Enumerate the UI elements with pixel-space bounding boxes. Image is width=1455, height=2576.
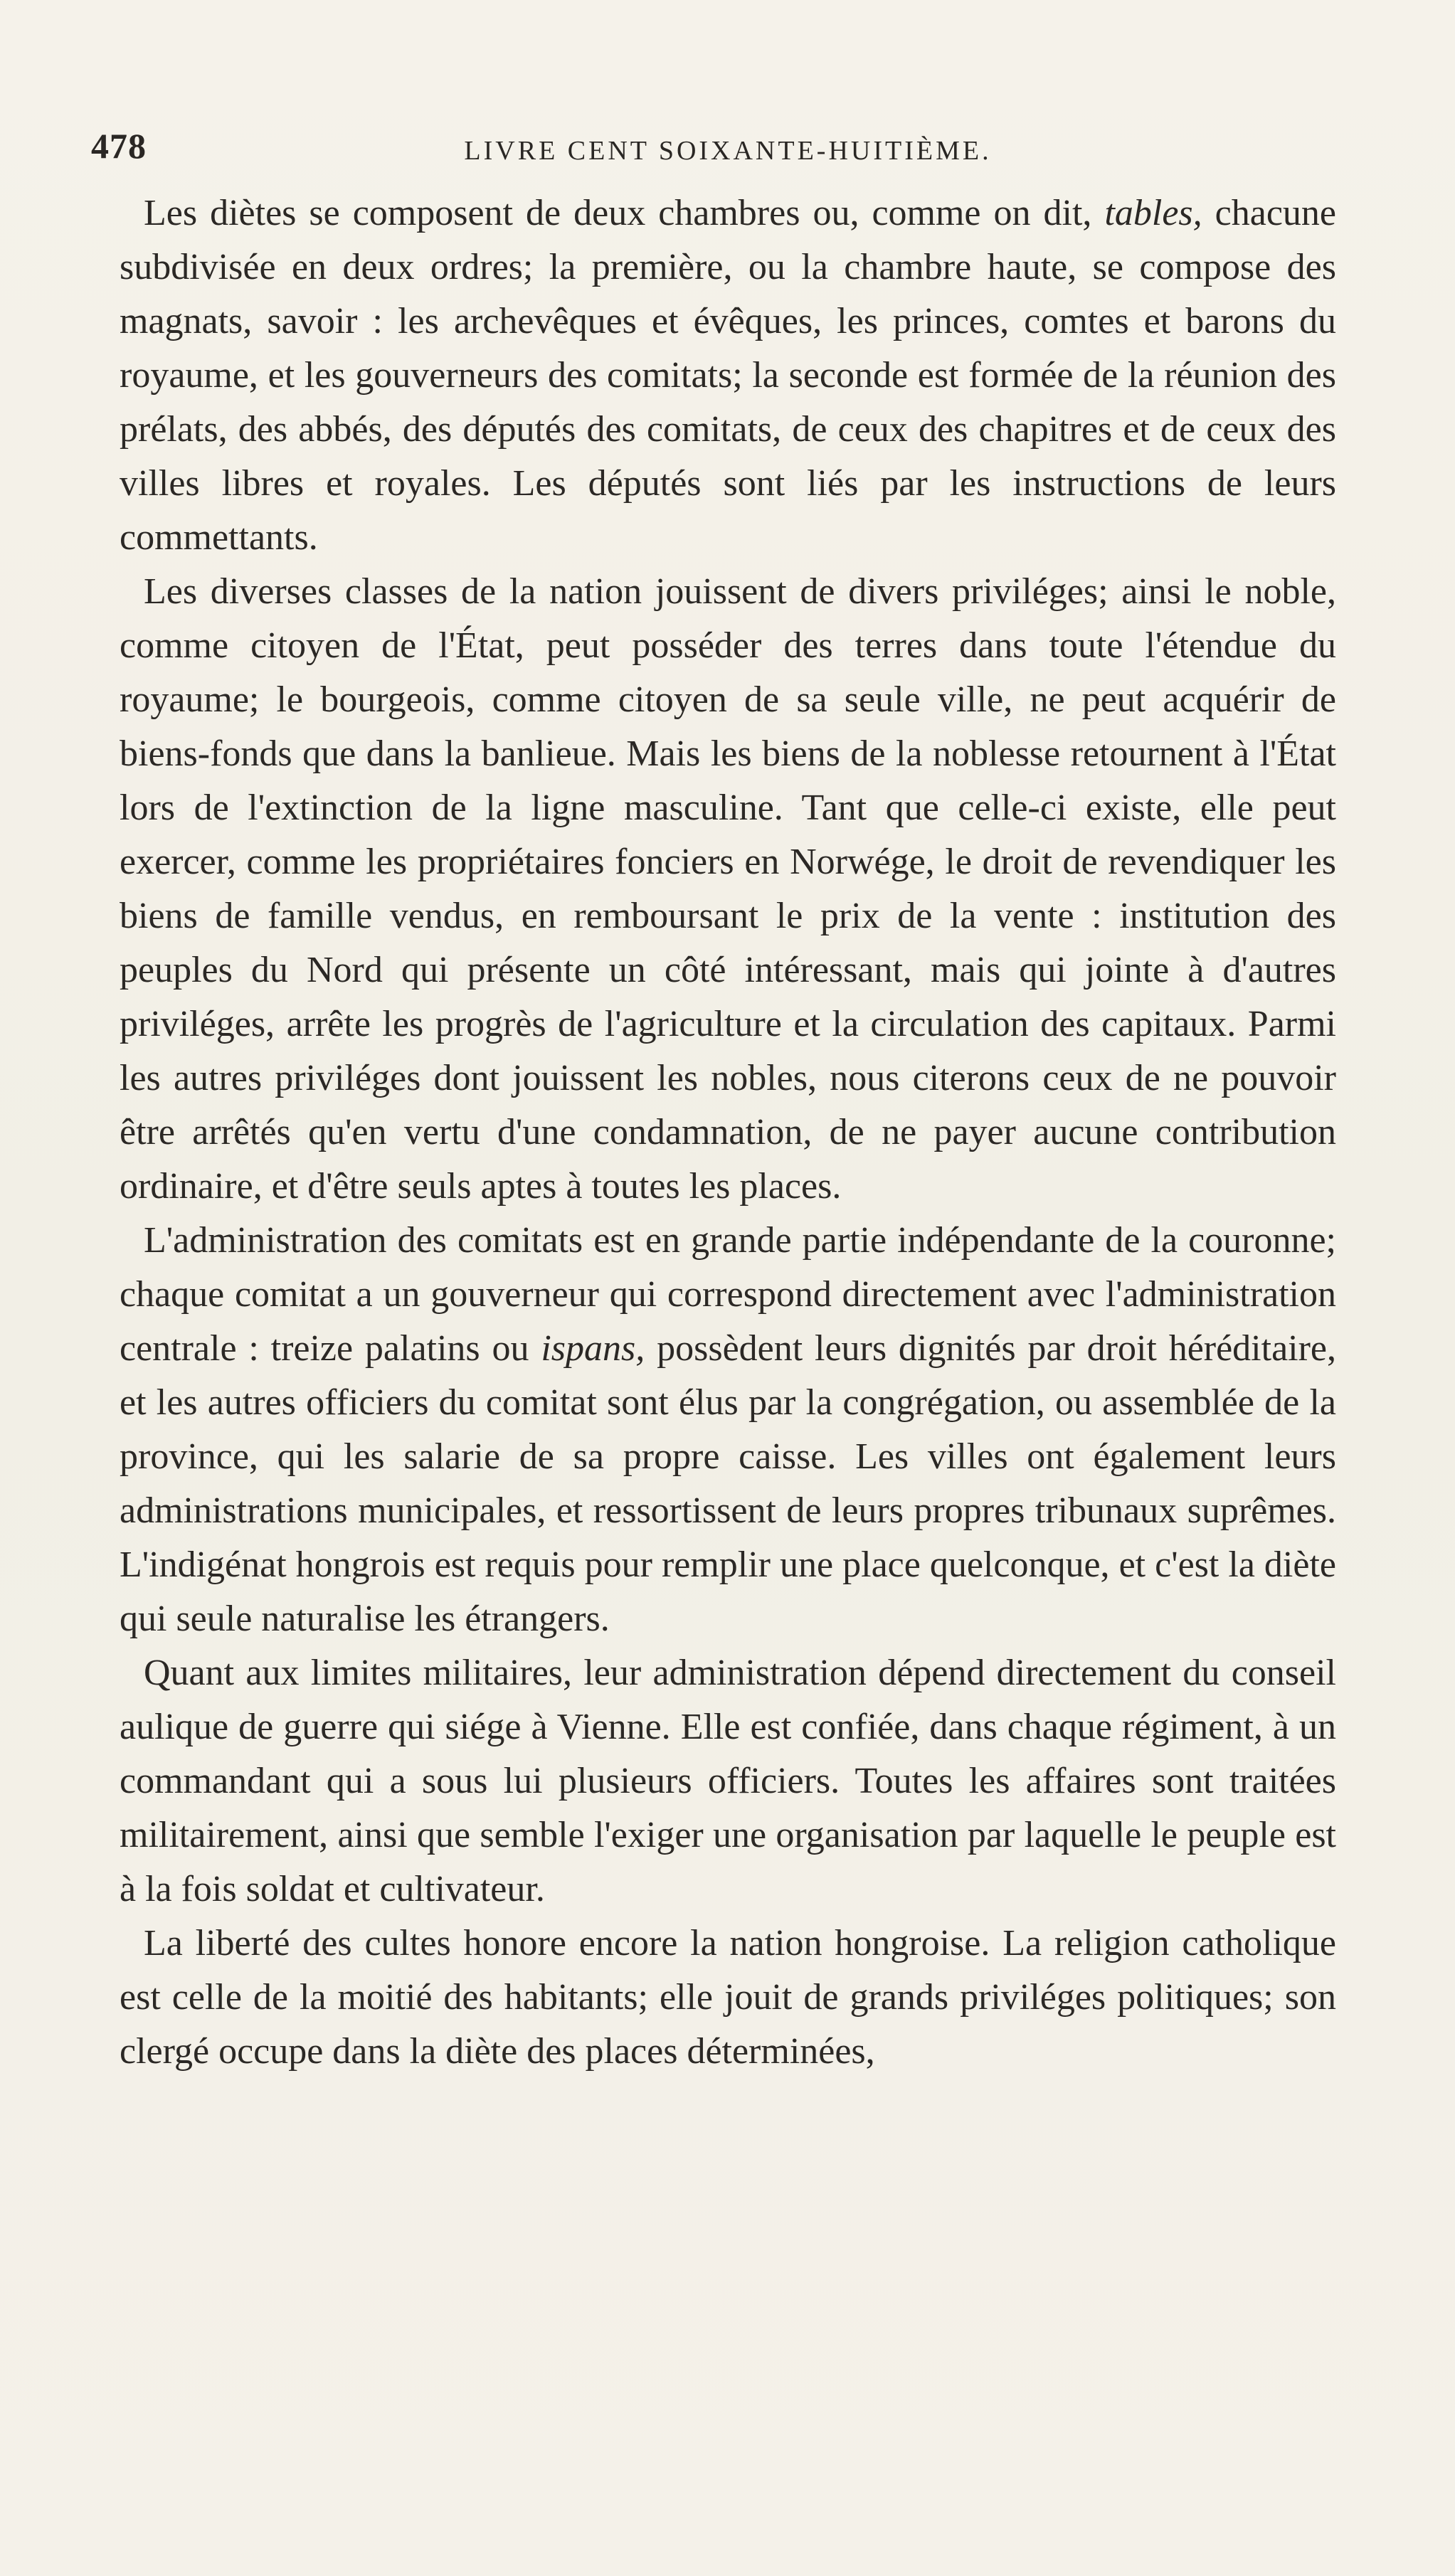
page-number: 478 xyxy=(91,126,147,166)
emphasis-ispans: ispans, xyxy=(541,1328,645,1369)
body-text xyxy=(120,186,1336,2079)
paragraph-administration-text-before: L'administration des comitats est en grande partie indépendante de la couronne; chaque comitat a un gouverneur qui correspond directement avec l'administration centrale : treize palatins ou xyxy=(120,1220,1336,1369)
paragraph-administration-text-after: possèdent leurs dignités par droit héréditaire, et les autres officiers du comitat sont élus par la congrégation, ou assemblée de la province, qui les salarie de sa propre caisse. Les villes ont également leurs administrations municipales, et ressortissent de leurs propres tribunaux suprêmes. L'indigénat hongrois est requis pour remplir une place quelconque, et c'est la diète qui seule naturalise les étrangers. xyxy=(120,1328,1336,1639)
paragraph-privileges: Les diverses classes de la nation jouissent de divers priviléges; ainsi le noble, comme citoyen de l'État, peut posséder des terres dans toute l'étendue du royaume; le bourgeois, comme citoyen de sa seule ville, ne peut acquérir de biens-fonds que dans la banlieue. Mais les biens de la noblesse retournent à l'État lors de l'extinction de la ligne masculine. Tant que celle-ci existe, elle peut exercer, comme les propriétaires fonciers en Norwége, le droit de revendiquer les biens de famille vendus, en remboursant le prix de la vente : institution des peuples du Nord qui présente un côté intéressant, mais qui jointe à d'autres priviléges, arrête les progrès de l'agriculture et la circulation des capitaux. Parmi les autres priviléges dont jouissent les nobles, nous citerons ceux de ne pouvoir être arrêtés qu'en vertu d'une condamnation, de ne payer aucune contribution ordinaire, et d'être seuls aptes à toutes les places. xyxy=(120,571,1336,1207)
paragraph-chambers-text-after: chacune subdivisée en deux ordres; la première, ou la chambre haute, se compose des magnats, savoir : les archevêques et évêques, les princes, comtes et barons du royaume, et les gouverneurs des comitats; la seconde est formée de la réunion des prélats, des abbés, des députés des comitats, de ceux des chapitres et de ceux des villes libres et royales. Les députés sont liés par les instructions de leurs commettants. xyxy=(120,193,1337,558)
paragraph-chambers-text-before: Les diètes se composent de deux chambres ou, comme on dit, xyxy=(144,193,1105,233)
paragraph-administration xyxy=(120,1214,1336,1646)
running-head: LIVRE CENT SOIXANTE-HUITIÈME. xyxy=(464,136,992,166)
page-header xyxy=(91,125,1365,182)
emphasis-tables: tables, xyxy=(1104,193,1202,233)
paragraph-religion: La liberté des cultes honore encore la nation hongroise. La religion catholique est celle de la moitié des habitants; elle jouit de grands priviléges politiques; son clergé occupe dans la diète des places déterminées, xyxy=(120,1923,1336,2072)
paragraph-chambers xyxy=(120,186,1336,565)
paragraph-military-limits: Quant aux limites militaires, leur administration dépend directement du conseil aulique de guerre qui siége à Vienne. Elle est confiée, dans chaque régiment, à un commandant qui a sous lui plusieurs officiers. Toutes les affaires sont traitées militairement, ainsi que semble l'exiger une organisation par laquelle le peuple est à la fois soldat et cultivateur. xyxy=(120,1653,1336,1909)
